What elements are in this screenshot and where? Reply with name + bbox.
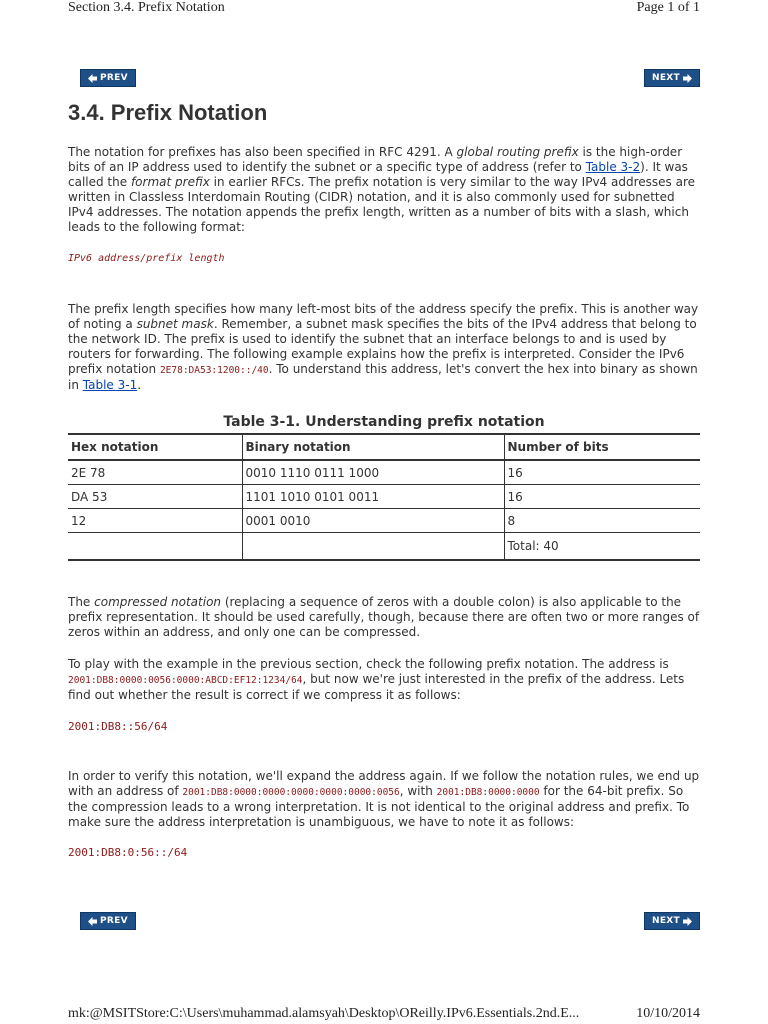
arrow-left-icon: [88, 74, 97, 83]
next-button-label: NEXT: [652, 916, 680, 926]
correct-code-example: 2001:DB8:0:56::/64: [68, 846, 188, 859]
prefix-notation-table: [68, 433, 700, 561]
next-button-label: NEXT: [652, 73, 680, 83]
prev-button-label: PREV: [100, 916, 128, 926]
table-row: [68, 509, 700, 533]
next-button[interactable]: [644, 69, 700, 87]
page-header-page-number: Page 1 of 1: [636, 0, 700, 15]
table-3-2-link[interactable]: Table 3-2: [585, 160, 641, 174]
prev-button-bottom[interactable]: [80, 912, 136, 930]
compressed-code-example: 2001:DB8::56/64: [68, 720, 168, 733]
arrow-right-icon: [683, 917, 692, 926]
table-row: [68, 485, 700, 509]
table-cell: 8: [504, 509, 700, 533]
intro-paragraph: The notation for prefixes has also been specified in RFC 4291. A global routing prefix is the high-order bits of an IP address used to identify the subnet or a specific type of address (refer to Table 3-2). It was called the format prefix in earlier RFCs. The prefix notation is very similar to the way IPv4 addresses are written in Classless Interdomain Routing (CIDR) notation, and it is also commonly used for subnetted IPv4 addresses. The notation appends the prefix length, written as a number of bits with a slash, which leads to the following format:: [68, 145, 695, 234]
prefix-length-paragraph: The prefix length specifies how many left-most bits of the address specify the prefix. This is another way of noting a subnet mask. Remember, a subnet mask specifies the bits of the IPv4 address that belong to the network ID. The prefix is used to identify the subnet that an interface belongs to and is used by routers for forwarding. The following example explains how the prefix is interpreted. Consider the IPv6 prefix notation 2E78:DA53:1200::/40. To understand this address, let's convert the hex into binary as shown in Table 3-1.: [68, 302, 699, 392]
verify-paragraph: In order to verify this notation, we'll expand the address again. If we follow the notation rules, we end up with an address of 2001:DB8:0000:0000:0000:0000:0000:0056, with 2001:DB8:0000:0000 for the 64-bit prefix. So the compression leads to a wrong interpretation. It is not identical to the original address and prefix. To make sure the address interpretation is unambiguous, we have to note it as follows:: [68, 769, 700, 829]
prev-button-label: PREV: [100, 73, 128, 83]
table-cell: 0001 0010: [242, 509, 504, 533]
arrow-right-icon: [683, 74, 692, 83]
table-total-row: [68, 533, 700, 561]
compressed-notation-paragraph: The compressed notation (replacing a sequence of zeros with a double colon) is also applicable to the prefix representation. It should be used carefully, though, because there are often two or more ranges of zeros within an address, and only one can be compressed.: [68, 595, 700, 639]
format-code-example: IPv6 address/prefix length: [68, 253, 225, 264]
page-footer-date: 10/10/2014: [636, 1006, 700, 1021]
page-footer-path: mk:@MSITStore:C:\Users\muhammad.alamsyah\Desktop\OReilly.IPv6.Essentials.2nd.E...: [68, 1006, 580, 1021]
page-title: 3.4. Prefix Notation: [68, 100, 268, 125]
table-cell: 1101 1010 0101 0011: [242, 485, 504, 509]
table-3-1-link[interactable]: Table 3-1: [82, 378, 138, 392]
table-cell: DA 53: [68, 485, 242, 509]
table-caption: Table 3-1. Understanding prefix notation: [223, 414, 545, 430]
page-header-section: Section 3.4. Prefix Notation: [68, 0, 225, 15]
column-header: Hex notation: [68, 434, 242, 460]
table-cell: [68, 533, 242, 561]
example-paragraph: To play with the example in the previous section, check the following prefix notation. The address is 2001:DB8:0000:0056:0000:ABCD:EF12:1234/64, but now we're just interested in the prefix of the address. Lets find out whether the result is correct if we compress it as follows:: [68, 657, 685, 702]
table-cell: 16: [504, 485, 700, 509]
table-cell: Total: 40: [504, 533, 700, 561]
next-button-bottom[interactable]: [644, 912, 700, 930]
table-cell: 12: [68, 509, 242, 533]
arrow-left-icon: [88, 917, 97, 926]
column-header: Number of bits: [504, 434, 700, 460]
table-row: [68, 460, 700, 485]
table-cell: 2E 78: [68, 460, 242, 485]
column-header: Binary notation: [242, 434, 504, 460]
prev-button[interactable]: [80, 69, 136, 87]
table-cell: 0010 1110 0111 1000: [242, 460, 504, 485]
table-cell: [242, 533, 504, 561]
table-header-row: [68, 434, 700, 460]
table-cell: 16: [504, 460, 700, 485]
